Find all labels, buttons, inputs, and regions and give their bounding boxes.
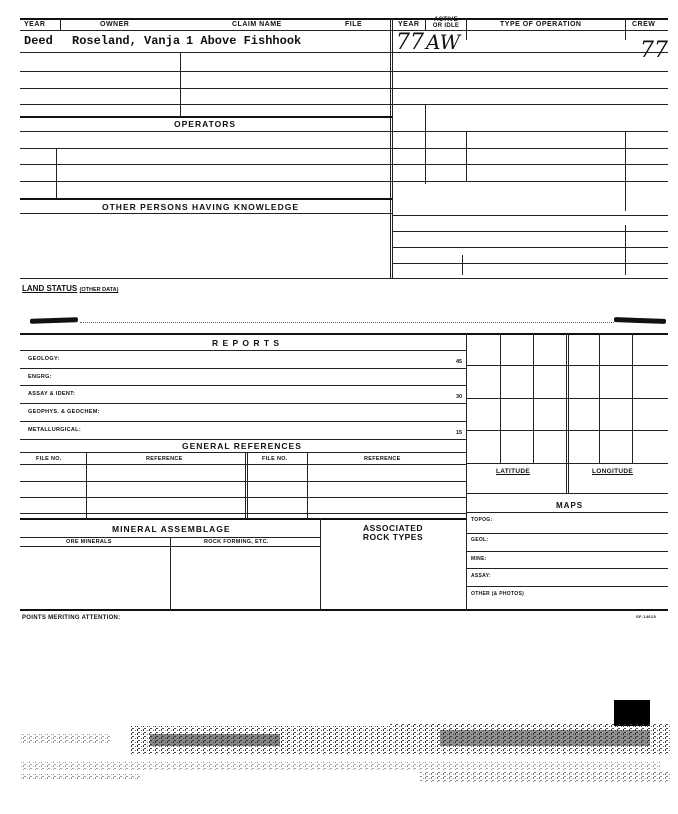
maps-mine-label: MINE: [471,556,487,562]
row-rule [20,213,392,214]
gen-ref-divider [247,452,248,518]
associated-rock-types-line2: ROCK TYPES [362,532,424,542]
coord-grid-line [466,365,668,366]
gen-ref-divider [307,452,308,518]
header-divider [466,18,467,40]
row-rule [20,52,668,53]
top-border [20,18,668,20]
gen-ref-col-file-no: FILE NO. [36,456,62,462]
bottom-rule [20,609,668,611]
gen-ref-divider [86,452,87,518]
latitude-label: LATITUDE [496,468,531,475]
associated-rock-types-line1: ASSOCIATED [362,523,424,533]
entry-claim-name: 1 Above Fishhook [186,34,302,48]
coord-grid-line [568,333,569,493]
header-year-2: YEAR [398,21,420,28]
report-row [20,422,466,440]
rock-forming-label: ROCK FORMING, ETC. [204,539,269,545]
associated-rock-types [320,524,466,542]
operators-top-rule [20,116,392,118]
reports-rows [20,350,466,440]
scan-mark [30,317,78,324]
operators-title: OPERATORS [174,119,237,129]
mineral-top-rule [20,518,466,520]
report-row [20,386,466,404]
maps-geol-label: GEOL: [471,537,489,543]
report-label: METALLURGICAL: [28,427,81,433]
header-active: ACTIVE [434,17,458,23]
report-label: ENGRG: [28,374,52,380]
row-rule [392,247,668,248]
row-divider [425,104,426,184]
row-rule [20,181,668,182]
header-bottom-rule [20,30,668,31]
row-rule [20,88,668,89]
entry-handwritten-year: 77 [396,30,424,55]
row-rule [392,263,668,264]
coord-grid-line [566,333,567,493]
other-persons-top-rule [20,198,392,200]
entry-handwritten-crew: 77 [640,38,668,63]
land-status-title [22,284,118,293]
report-row [20,404,466,422]
coord-grid-line [466,398,668,399]
longitude-label: LONGITUDE [592,468,633,475]
land-status-note: (OTHER DATA) [79,287,119,293]
maps-row-rule [466,551,668,552]
coord-grid-line [466,463,668,464]
maps-row-rule [466,586,668,587]
report-number: 45 [456,359,463,365]
header-file: FILE [345,21,363,28]
maps-header-rule [466,512,668,513]
row-rule [20,278,668,279]
row-rule [20,164,668,165]
maps-row-rule [466,568,668,569]
row-rule [20,71,668,72]
gen-ref-divider [245,452,246,518]
header-divider [425,18,426,30]
maps-other-label: OTHER (& PHOTOS) [471,591,525,597]
header-active-or-idle [428,17,464,29]
row-divider [625,225,626,275]
coord-grid-line [466,430,668,431]
scan-dotted-line [80,322,614,323]
maps-title: MAPS [556,501,584,510]
row-rule [392,231,668,232]
report-row [20,350,466,369]
row-rule [20,148,668,149]
report-number: 15 [456,430,463,436]
row-rule [392,215,668,216]
report-label: ASSAY & IDENT: [28,391,76,397]
maps-row-rule [466,533,668,534]
header-claim-name: CLAIM NAME [232,21,282,28]
scan-mark [614,317,666,324]
gen-ref-col-file-no-2: FILE NO. [262,456,288,462]
header-or-idle: OR IDLE [432,23,460,29]
row-divider [462,255,463,275]
maps-top-rule [466,493,668,494]
report-row [20,369,466,386]
header-year: YEAR [24,21,46,28]
entry-handwritten-status: AW [426,30,461,54]
header-crew: CREW [632,21,656,28]
maps-topog-label: TOPOG: [471,517,493,523]
row-rule [20,104,668,105]
ore-minerals-label: ORE MINERALS [66,539,112,545]
land-status-label: LAND STATUS [22,284,78,293]
other-persons-title: OTHER PERSONS HAVING KNOWLEDGE [102,202,300,212]
general-references-title: GENERAL REFERENCES [182,441,302,451]
row-rule [20,131,668,132]
header-divider [60,18,61,30]
report-label: GEOPHYS. & GEOCHEM: [28,409,100,415]
form-number: SF-14615 [636,614,656,619]
points-meriting-attention: POINTS MERITING ATTENTION: [22,615,121,621]
scan-noise-band [0,720,678,790]
report-label: GEOLOGY: [28,356,60,362]
row-divider [625,131,626,211]
entry-owner: Roseland, Vanja [72,34,181,48]
row-divider [180,52,181,116]
gen-ref-col-reference-2: REFERENCE [364,456,401,462]
header-owner: OWNER [100,21,130,28]
maps-assay-label: ASSAY: [471,573,491,579]
header-divider [625,18,626,40]
reports-top-rule [20,333,668,335]
report-number: 30 [456,394,463,400]
row-divider [56,148,57,198]
row-divider [466,131,467,181]
entry-year: Deed [24,34,53,48]
reports-title: R E P O R T S [212,338,281,348]
mineral-assemblage-title: MINERAL ASSEMBLAGE [112,524,231,534]
mineral-divider [170,537,171,609]
header-type-of-operation: TYPE OF OPERATION [500,21,582,28]
gen-ref-col-reference: REFERENCE [146,456,183,462]
